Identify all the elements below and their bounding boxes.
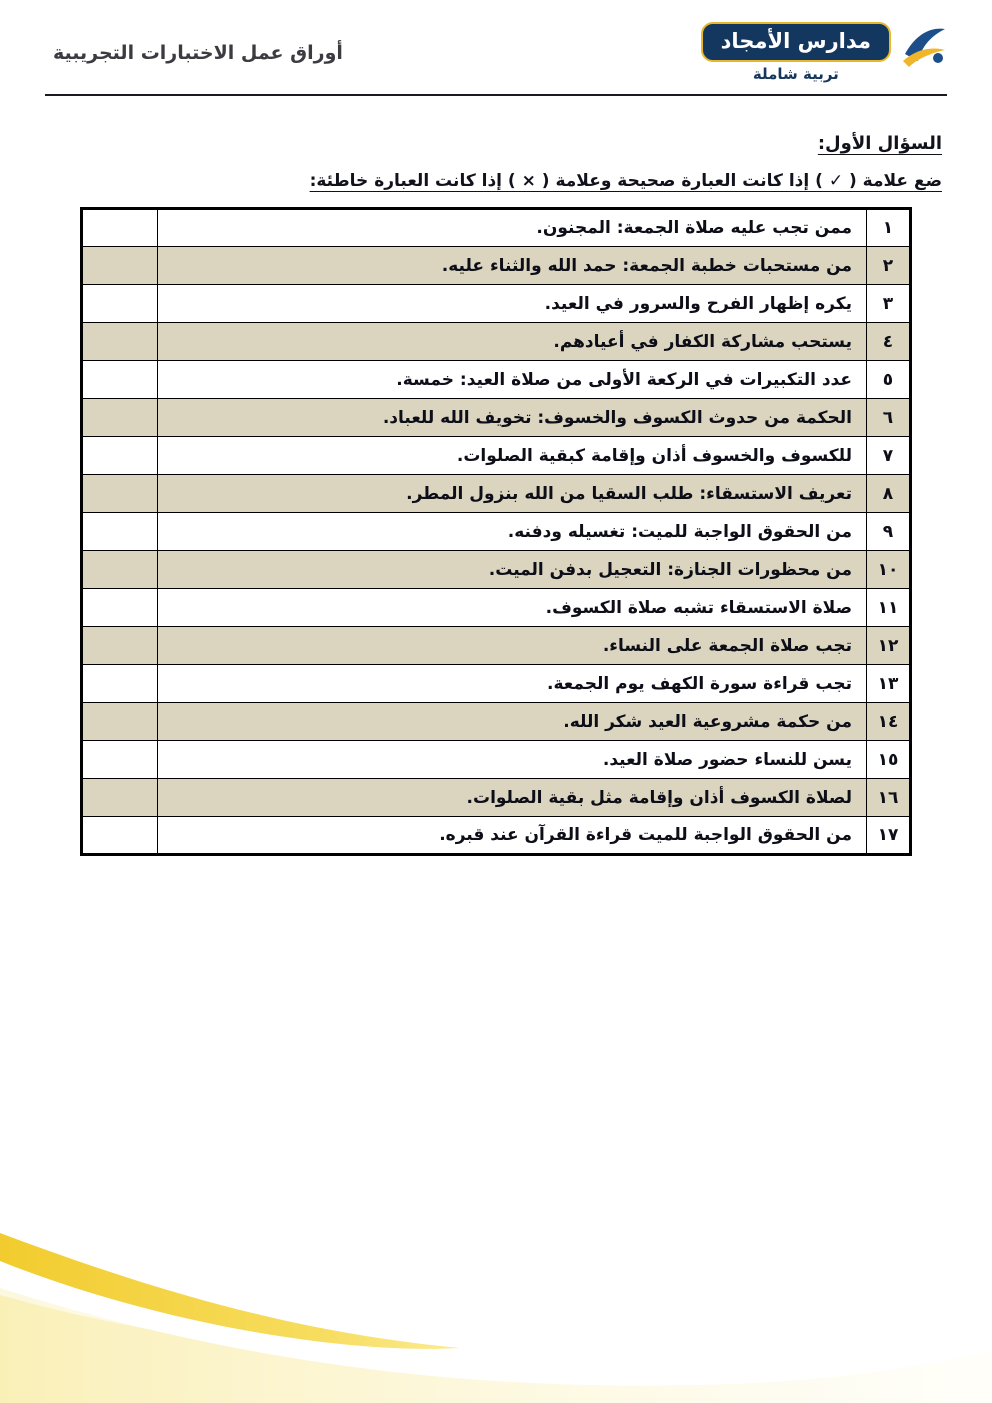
row-number: ١٤ <box>867 703 911 741</box>
page-header <box>45 22 947 83</box>
row-number: ١٧ <box>867 817 911 855</box>
answer-cell <box>82 513 158 551</box>
school-tagline: تربية شاملة <box>752 65 839 83</box>
row-number: ١٠ <box>867 551 911 589</box>
answer-cell <box>82 247 158 285</box>
row-number: ١١ <box>867 589 911 627</box>
table-row <box>82 779 911 817</box>
row-number: ١٥ <box>867 741 911 779</box>
school-name: مدارس الأمجاد <box>701 22 891 62</box>
answer-cell <box>82 437 158 475</box>
table-row <box>82 437 911 475</box>
header-divider <box>45 94 947 96</box>
row-number: ١ <box>867 209 911 247</box>
row-number: ٩ <box>867 513 911 551</box>
row-number: ٢ <box>867 247 911 285</box>
answer-cell <box>82 665 158 703</box>
statement-text: من الحقوق الواجبة للميت: تغسيله ودفنه. <box>158 513 867 551</box>
statement-text: للكسوف والخسوف أذان وإقامة كبقية الصلوات. <box>158 437 867 475</box>
table-row <box>82 627 911 665</box>
answer-cell <box>82 627 158 665</box>
row-number: ٤ <box>867 323 911 361</box>
table-row <box>82 741 911 779</box>
row-number: ١٣ <box>867 665 911 703</box>
footer-swoosh-decoration <box>0 1143 992 1403</box>
table-row <box>82 589 911 627</box>
statement-text: صلاة الاستسقاء تشبه صلاة الكسوف. <box>158 589 867 627</box>
statement-text: الحكمة من حدوث الكسوف والخسوف: تخويف الله للعباد. <box>158 399 867 437</box>
answer-cell <box>82 703 158 741</box>
statement-text: يسن للنساء حضور صلاة العيد. <box>158 741 867 779</box>
statements-table <box>80 207 912 856</box>
question-instruction: ضع علامة ( ✓ ) إذا كانت العبارة صحيحة وعلامة ( × ) إذا كانت العبارة خاطئة: <box>309 171 942 191</box>
table-row <box>82 323 911 361</box>
table-row <box>82 209 911 247</box>
statement-text: من الحقوق الواجبة للميت قراءة القرآن عند قبره. <box>158 817 867 855</box>
statement-text: لصلاة الكسوف أذان وإقامة مثل بقية الصلوات. <box>158 779 867 817</box>
table-row <box>82 551 911 589</box>
answer-cell <box>82 589 158 627</box>
statement-text: من محظورات الجنازة: التعجيل بدفن الميت. <box>158 551 867 589</box>
statement-text: من مستحبات خطبة الجمعة: حمد الله والثناء عليه. <box>158 247 867 285</box>
table-row <box>82 361 911 399</box>
row-number: ٥ <box>867 361 911 399</box>
table-row <box>82 665 911 703</box>
statement-text: يكره إظهار الفرح والسرور في العيد. <box>158 285 867 323</box>
answer-cell <box>82 779 158 817</box>
answer-cell <box>82 399 158 437</box>
table-row <box>82 703 911 741</box>
question-title: السؤال الأول: <box>817 133 942 154</box>
answer-cell <box>82 741 158 779</box>
table-row <box>82 513 911 551</box>
answer-cell <box>82 209 158 247</box>
row-number: ١٢ <box>867 627 911 665</box>
table-row <box>82 475 911 513</box>
answer-cell <box>82 323 158 361</box>
answer-cell <box>82 817 158 855</box>
worksheet-title: أوراق عمل الاختبارات التجريبية <box>53 41 343 64</box>
statement-text: عدد التكبيرات في الركعة الأولى من صلاة العيد: خمسة. <box>158 361 867 399</box>
statement-text: ممن تجب عليه صلاة الجمعة: المجنون. <box>158 209 867 247</box>
statement-text: تجب صلاة الجمعة على النساء. <box>158 627 867 665</box>
logo-text-block <box>701 22 891 83</box>
row-number: ١٦ <box>867 779 911 817</box>
table-row <box>82 285 911 323</box>
answer-cell <box>82 551 158 589</box>
statement-text: يستحب مشاركة الكفار في أعيادهم. <box>158 323 867 361</box>
statement-text: تعريف الاستسقاء: طلب السقيا من الله بنزول المطر. <box>158 475 867 513</box>
answer-cell <box>82 361 158 399</box>
row-number: ٨ <box>867 475 911 513</box>
table-row <box>82 399 911 437</box>
answer-cell <box>82 475 158 513</box>
table-row <box>82 247 911 285</box>
school-logo <box>701 22 947 83</box>
table-row <box>82 817 911 855</box>
statement-text: من حكمة مشروعية العيد شكر الله. <box>158 703 867 741</box>
statement-text: تجب قراءة سورة الكهف يوم الجمعة. <box>158 665 867 703</box>
sail-swoosh-icon <box>901 24 947 72</box>
row-number: ٧ <box>867 437 911 475</box>
answer-cell <box>82 285 158 323</box>
row-number: ٦ <box>867 399 911 437</box>
row-number: ٣ <box>867 285 911 323</box>
statements-body <box>82 209 911 855</box>
